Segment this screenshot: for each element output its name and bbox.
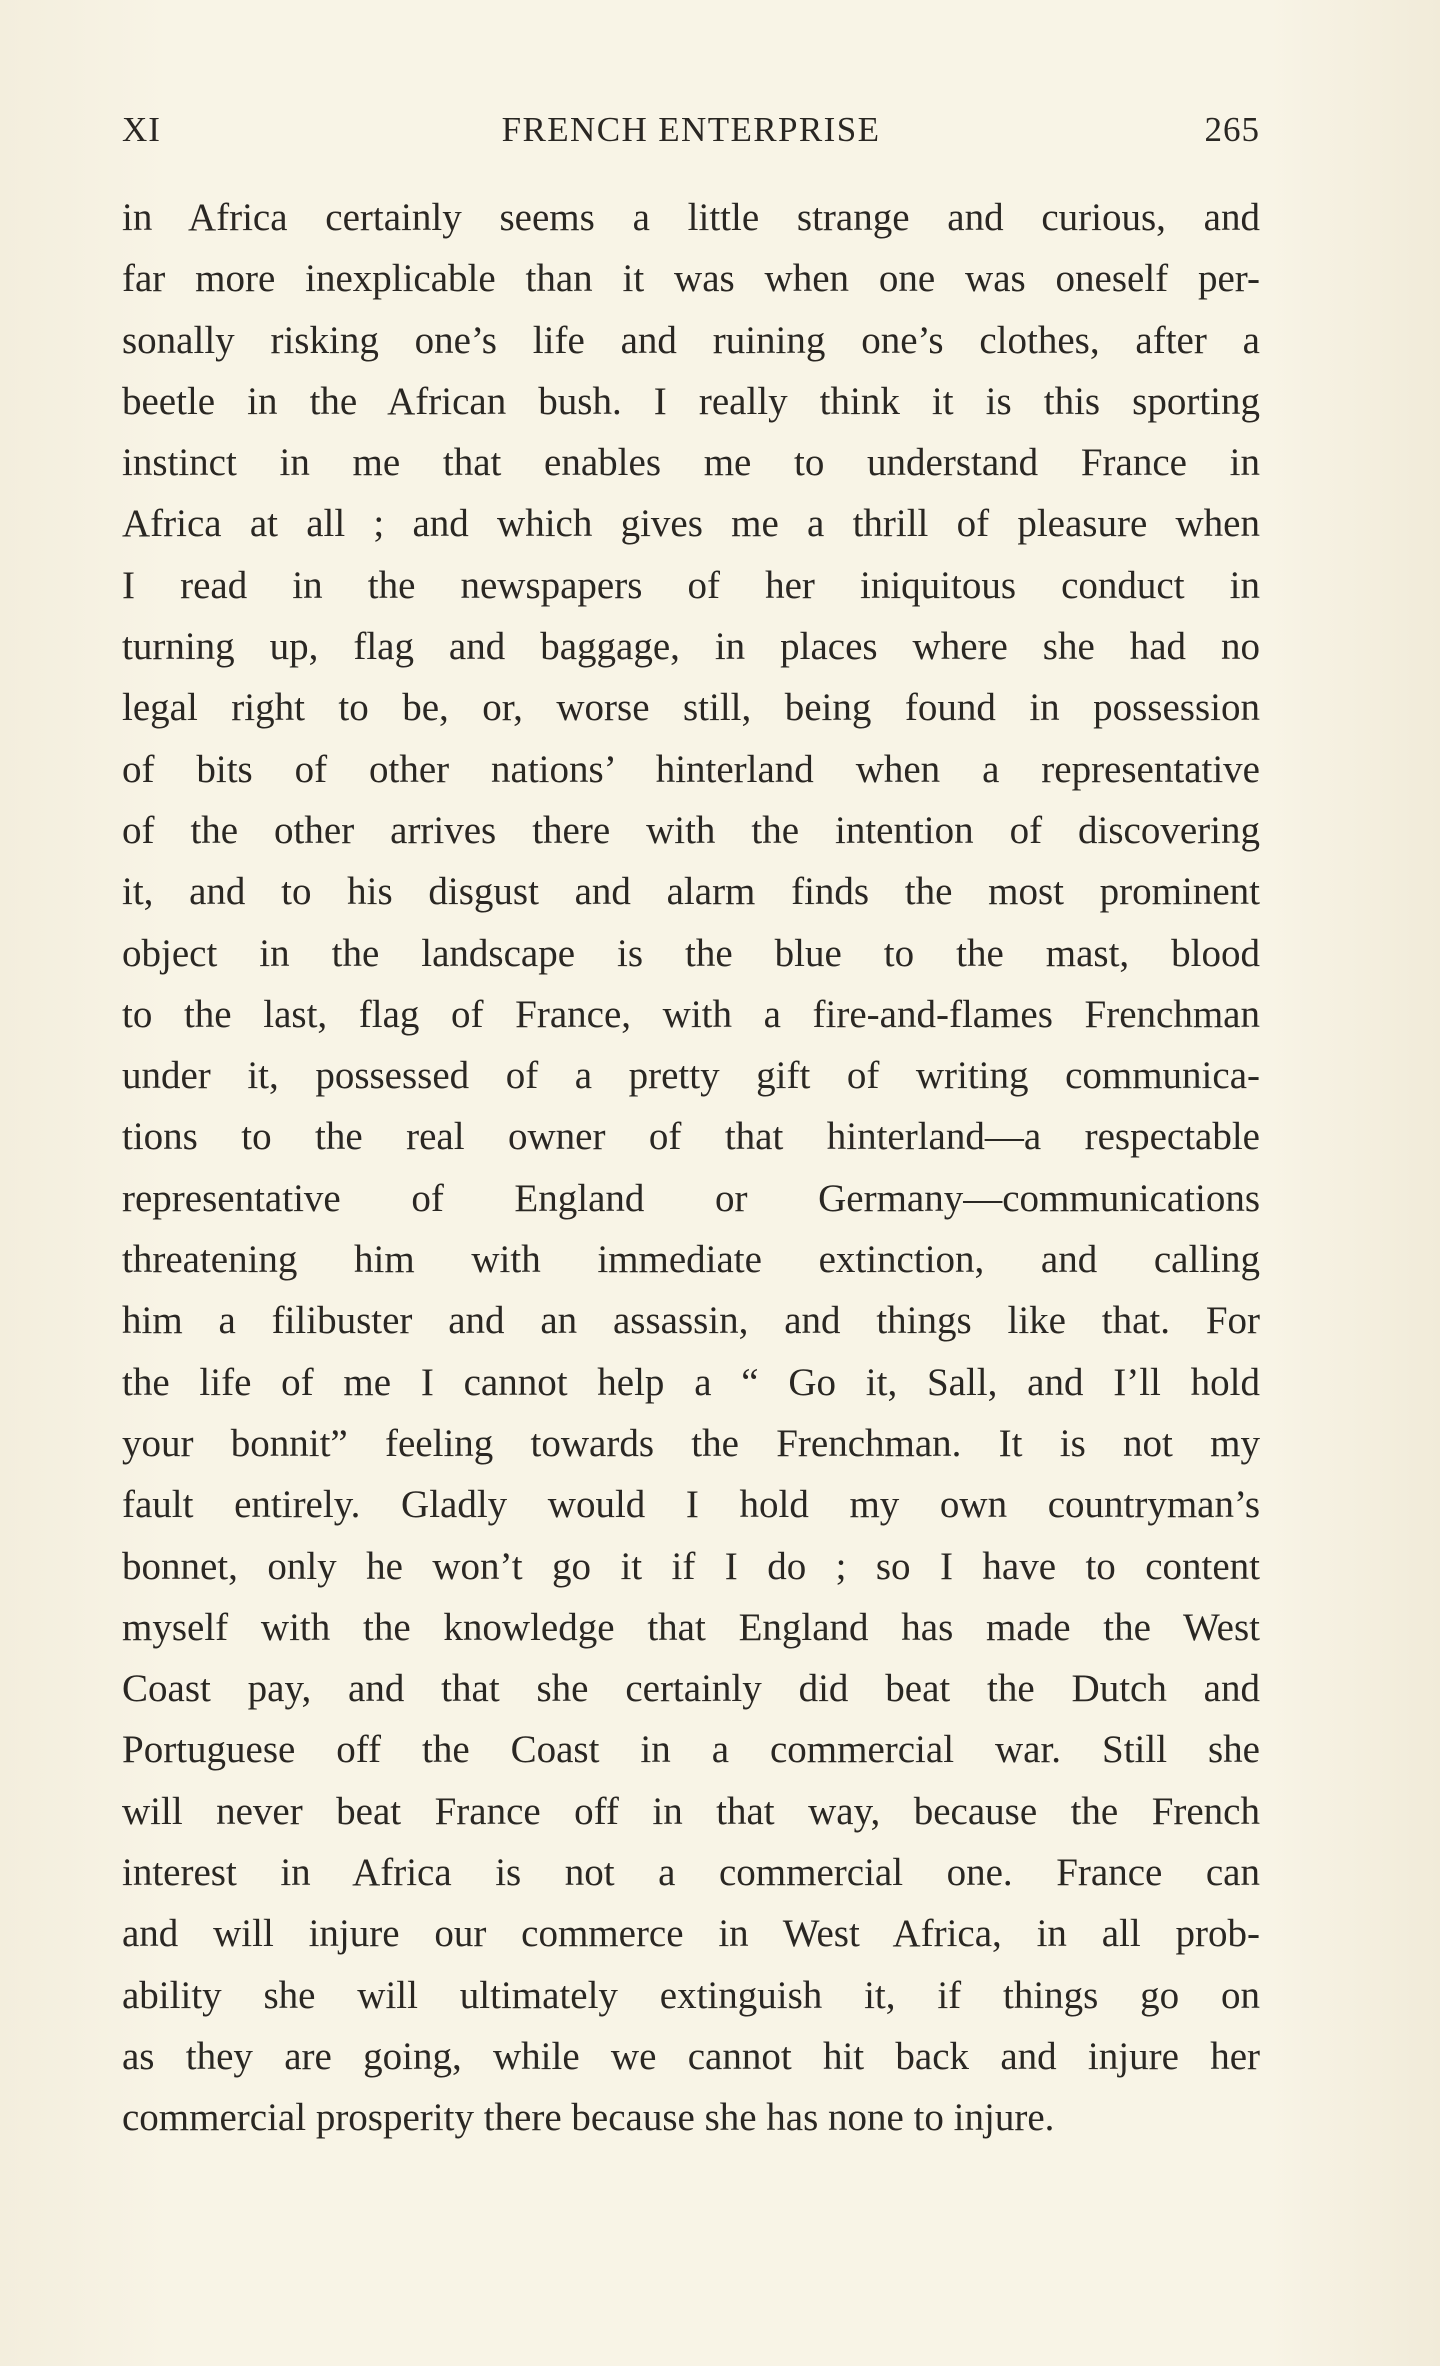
text-line: bonnet, only he won’t go it if I do ; so I have to content bbox=[122, 1544, 1260, 1588]
running-title: FRENCH ENTERPRISE bbox=[501, 110, 881, 149]
body-text bbox=[122, 187, 1260, 2149]
text-line: turning up, flag and baggage, in places where she had no bbox=[122, 625, 1260, 669]
text-line: I read in the newspapers of her iniquitous conduct in bbox=[122, 563, 1260, 607]
text-line: beetle in the African bush. I really think it is this sporting bbox=[122, 379, 1260, 423]
text-line: instinct in me that enables me to understand France in bbox=[122, 441, 1260, 485]
text-line: interest in Africa is not a commercial one. France can bbox=[122, 1851, 1260, 1895]
text-line: Africa at all ; and which gives me a thrill of pleasure when bbox=[122, 502, 1260, 546]
text-line: and will injure our commerce in West Africa, in all prob- bbox=[122, 1912, 1260, 1956]
text-line: under it, possessed of a pretty gift of writing communica- bbox=[122, 1054, 1260, 1098]
text-line: legal right to be, or, worse still, being found in possession bbox=[122, 686, 1260, 730]
text-line: Portuguese off the Coast in a commercial war. Still she bbox=[122, 1728, 1260, 1772]
text-line: commercial prosperity there because she has none to injure. bbox=[122, 2096, 1055, 2140]
text-line: to the last, flag of France, with a fire-and-flames Frenchman bbox=[122, 992, 1260, 1036]
text-line: ability she will ultimately extinguish it, if things go on bbox=[122, 1973, 1260, 2017]
text-line: representative of England or Germany—communications bbox=[122, 1176, 1260, 1220]
chapter-number: XI bbox=[122, 110, 161, 149]
text-line: fault entirely. Gladly would I hold my own countryman’s bbox=[122, 1483, 1260, 1527]
text-line: myself with the knowledge that England has made the West bbox=[122, 1605, 1260, 1649]
text-line: in Africa certainly seems a little strange and curious, and bbox=[122, 196, 1260, 239]
text-line: as they are going, while we cannot hit back and injure her bbox=[122, 2034, 1260, 2078]
text-line: will never beat France off in that way, because the French bbox=[122, 1789, 1260, 1833]
text-line: Coast pay, and that she certainly did beat the Dutch and bbox=[122, 1667, 1260, 1711]
text-line: threatening him with immediate extinction, and calling bbox=[122, 1238, 1260, 1282]
text-line: the life of me I cannot help a “ Go it, Sall, and I’ll hold bbox=[122, 1360, 1260, 1404]
text-line: your bonnit” feeling towards the Frenchman. It is not my bbox=[122, 1421, 1260, 1465]
text-line: sonally risking one’s life and ruining one’s clothes, after a bbox=[122, 318, 1260, 362]
running-head bbox=[122, 100, 1260, 160]
text-line: tions to the real owner of that hinterland—a respectable bbox=[122, 1115, 1260, 1159]
text-line: far more inexplicable than it was when one was oneself per- bbox=[122, 257, 1260, 301]
text-line: of the other arrives there with the intention of discovering bbox=[122, 808, 1260, 852]
text-line: of bits of other nations’ hinterland when a representative bbox=[122, 747, 1260, 791]
text-line: object in the landscape is the blue to the mast, blood bbox=[122, 931, 1260, 975]
text-line: it, and to his disgust and alarm finds the most prominent bbox=[122, 870, 1260, 914]
page-number: 265 bbox=[1204, 110, 1260, 149]
text-line: him a filibuster and an assassin, and things like that. For bbox=[122, 1299, 1260, 1343]
